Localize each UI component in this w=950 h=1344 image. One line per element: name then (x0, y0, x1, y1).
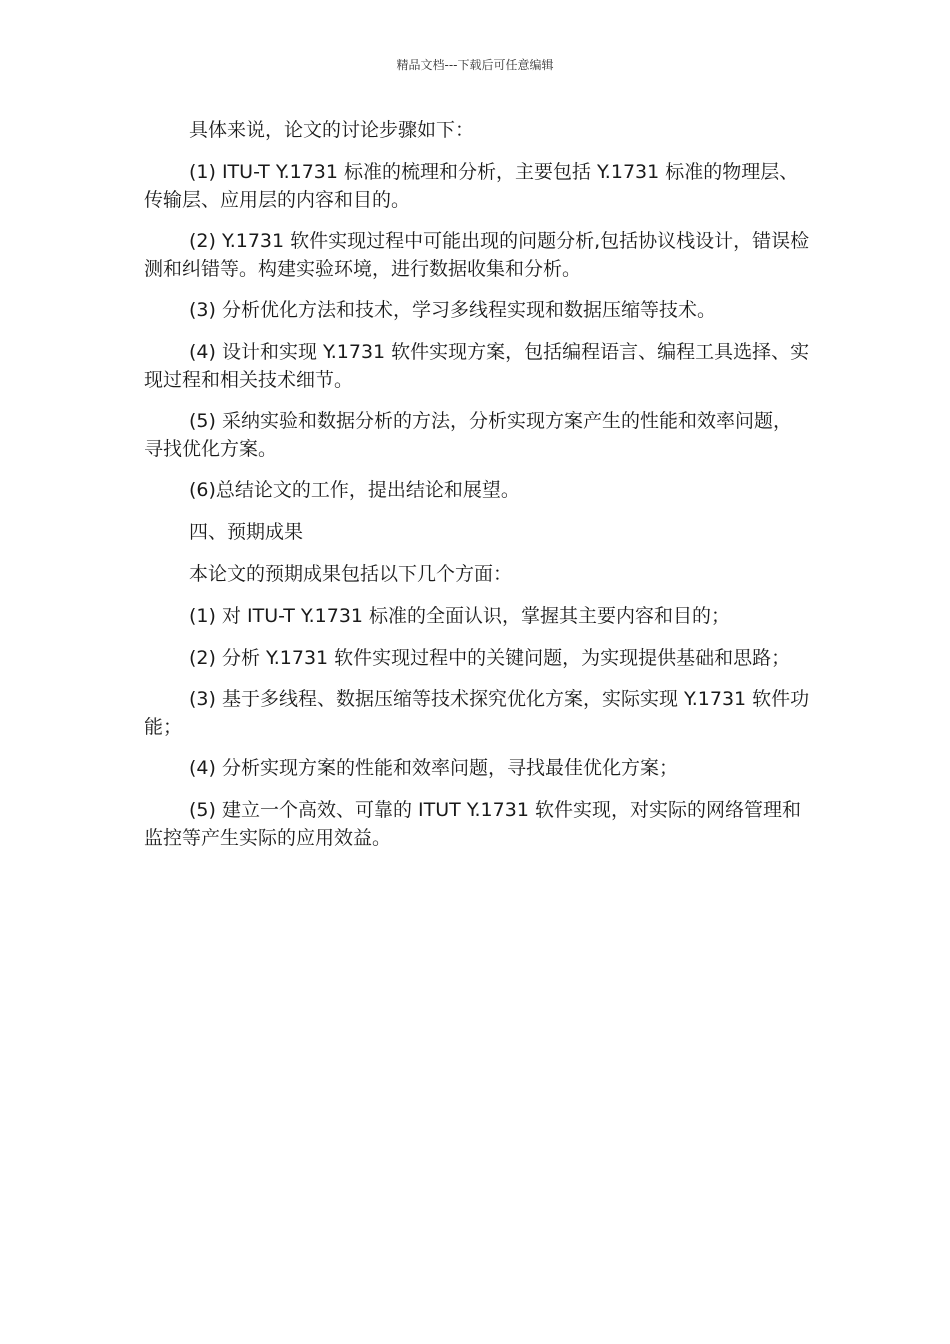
intro-paragraph: 具体来说，论文的讨论步骤如下： (189, 119, 475, 141)
step-1-paragraph: (1) ITU-T Y.1731 标准的梳理和分析，主要包括 Y.1731 标准的物理层、传输层、应用层的内容和目的。 (144, 161, 799, 211)
outcome-1-paragraph: (1) 对 ITU-T Y.1731 标准的全面认识，掌握其主要内容和目的； (189, 605, 731, 627)
outcome-3-paragraph: (3) 基于多线程、数据压缩等技术探究优化方案，实际实现 Y.1731 软件功能； (144, 688, 810, 738)
step-3-paragraph: (3) 分析优化方法和技术，学习多线程实现和数据压缩等技术。 (189, 299, 716, 321)
outcomes-intro-paragraph: 本论文的预期成果包括以下几个方面： (189, 563, 513, 585)
outcome-4-paragraph: (4) 分析实现方案的性能和效率问题，寻找最佳优化方案； (189, 757, 678, 779)
step-5-paragraph: (5) 采纳实验和数据分析的方法，分析实现方案产生的性能和效率问题，寻找优化方案。 (144, 410, 792, 460)
outcome-2-paragraph: (2) 分析 Y.1731 软件实现过程中的关键问题，为实现提供基础和思路； (189, 647, 791, 669)
document-body (144, 116, 810, 865)
step-4-paragraph: (4) 设计和实现 Y.1731 软件实现方案，包括编程语言、编程工具选择、实现过程和相关技术细节。 (144, 341, 810, 391)
section-heading: 四、预期成果 (189, 521, 304, 543)
step-6-paragraph: (6)总结论文的工作，提出结论和展望。 (189, 479, 520, 501)
outcome-5-paragraph: (5) 建立一个高效、可靠的 ITUT Y.1731 软件实现，对实际的网络管理和监控等产生实际的应用效益。 (144, 799, 801, 849)
page-header: 精品文档---下载后可任意编辑 (396, 58, 554, 72)
step-2-paragraph: (2) Y.1731 软件实现过程中可能出现的问题分析,包括协议栈设计，错误检测和纠错等。构建实验环境，进行数据收集和分析。 (144, 230, 810, 280)
